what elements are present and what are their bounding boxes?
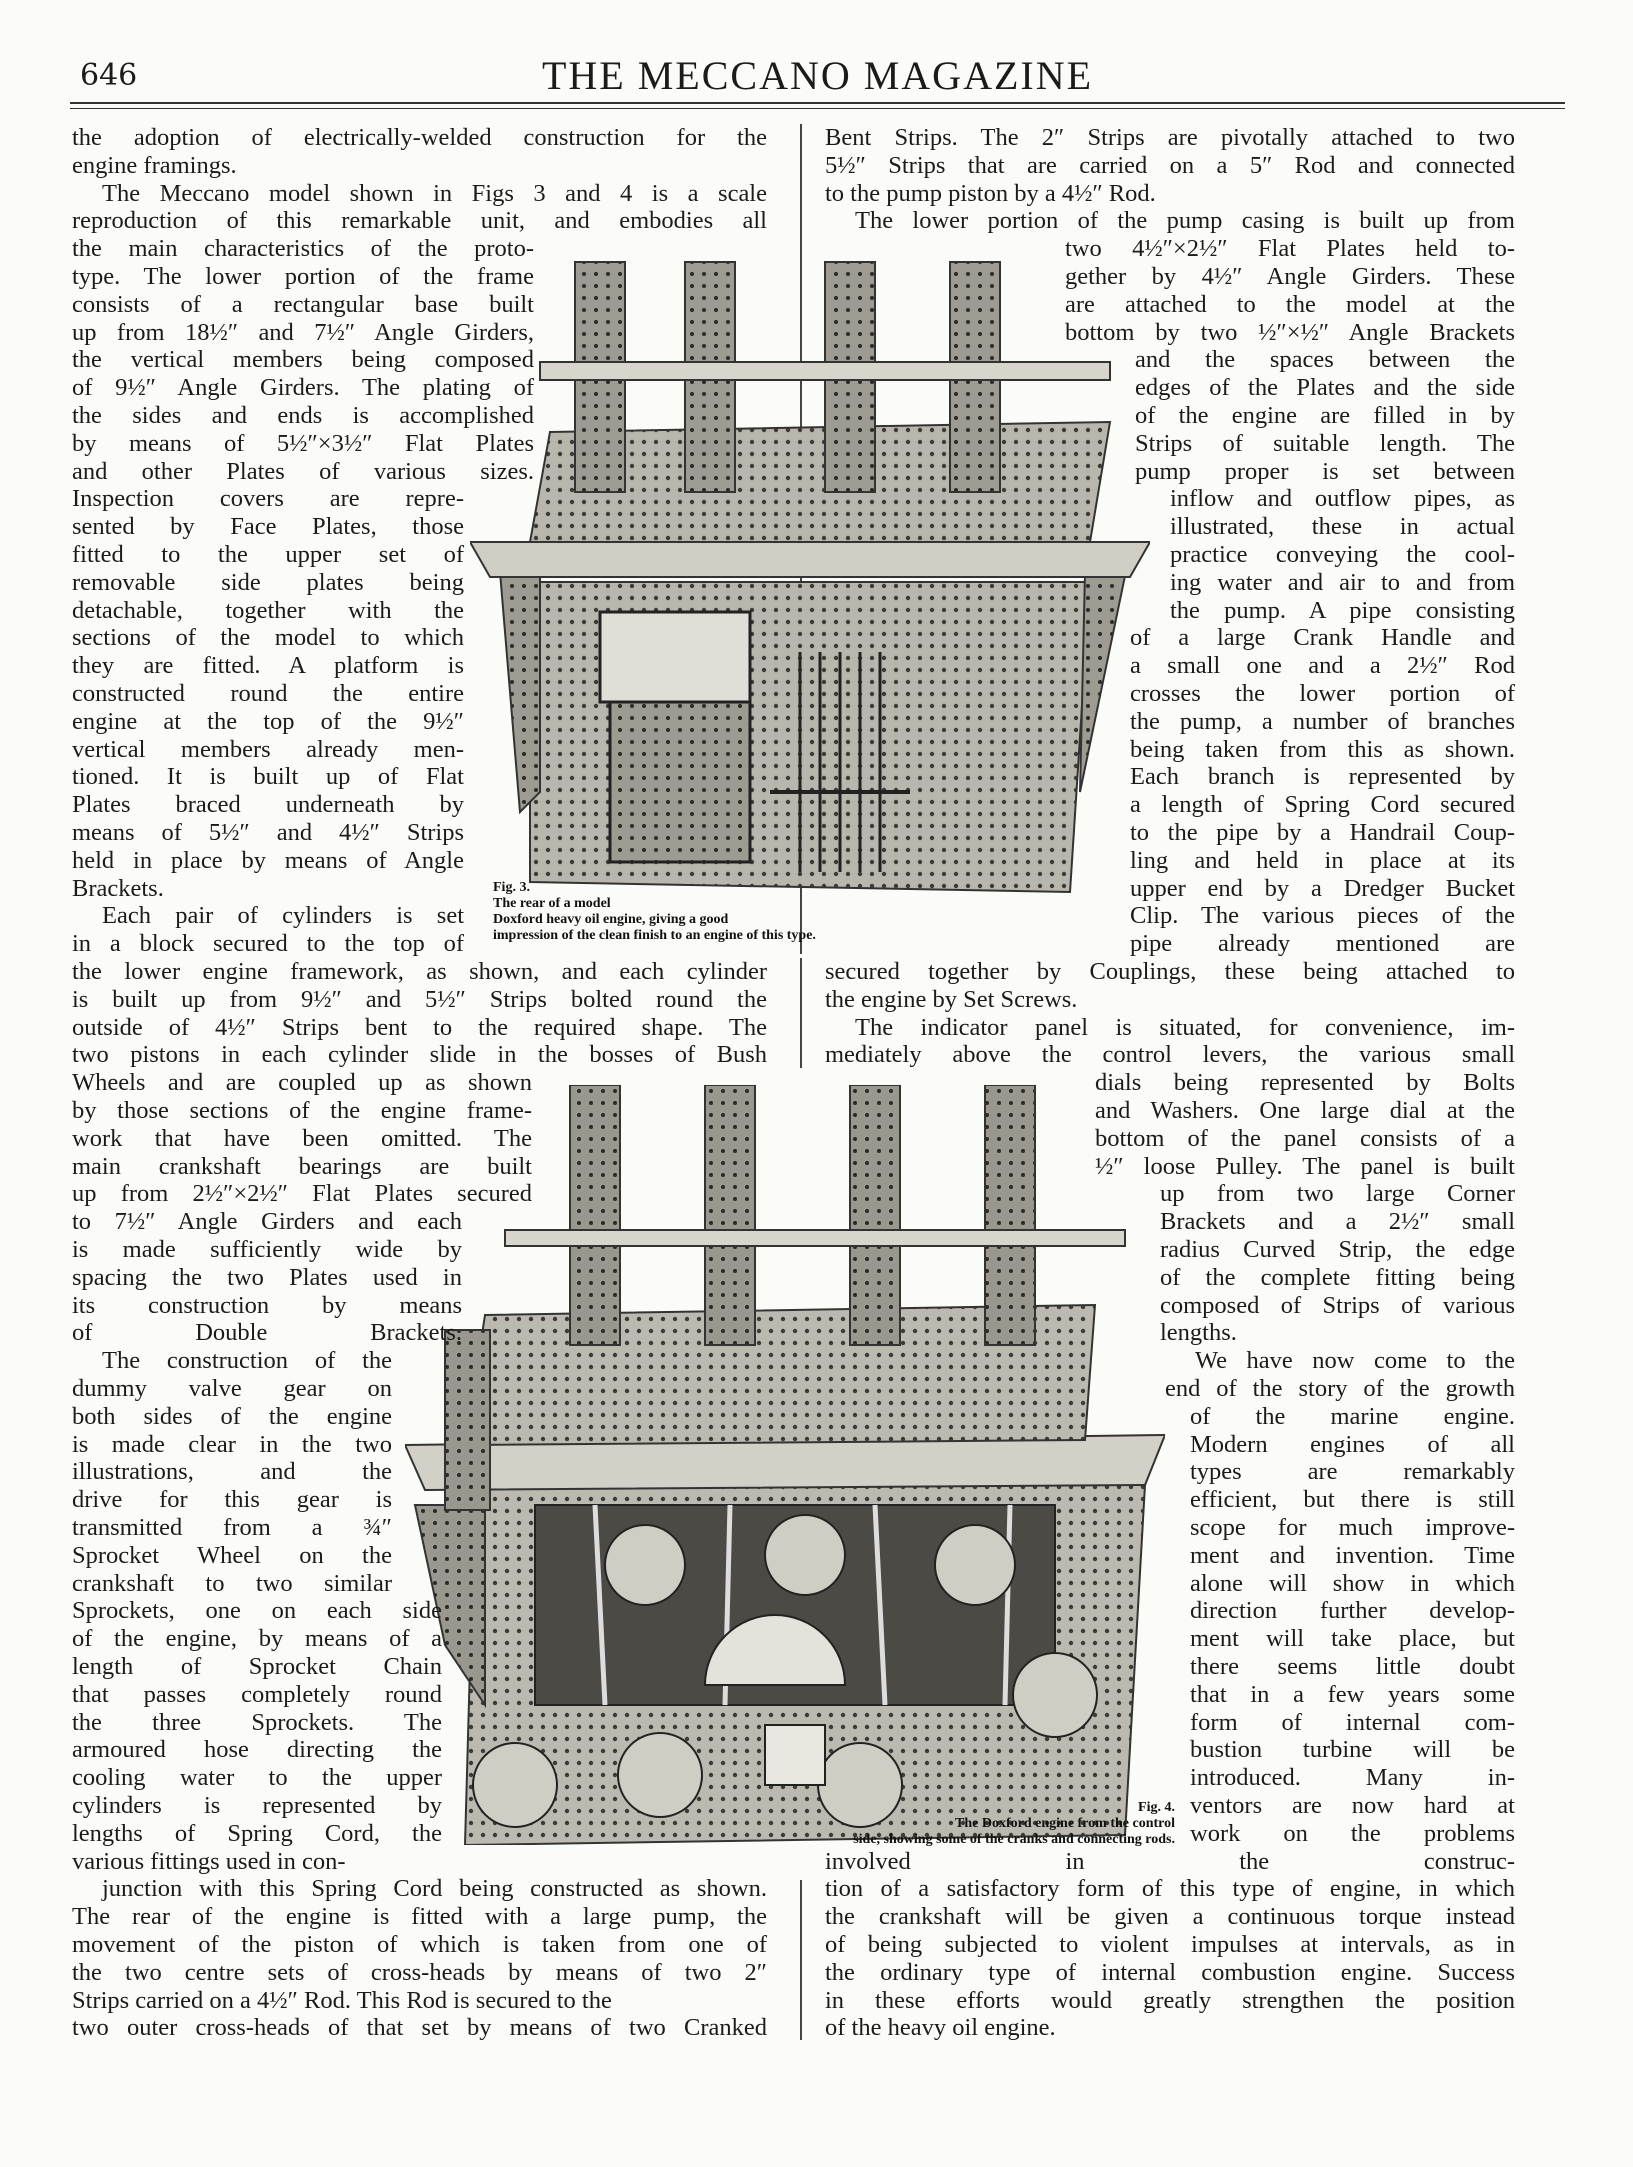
text-line: two 4½″×2½″ Flat Plates held to- bbox=[1065, 235, 1515, 263]
text-line: ling and held in place at its bbox=[1130, 846, 1515, 874]
text-line: length of Sprocket Chain bbox=[72, 1653, 442, 1680]
text-line: are attached to the model at the bbox=[1065, 290, 1515, 318]
text-line: its construction by means bbox=[72, 1291, 462, 1319]
text-line: up from 2½″×2½″ Flat Plates secured bbox=[72, 1180, 532, 1208]
text-line: the sides and ends is accomplished bbox=[72, 402, 534, 429]
text-line: ment and invention. Time bbox=[1190, 1541, 1515, 1569]
text-line: sented by Face Plates, those bbox=[72, 513, 464, 541]
text-line: removable side plates being bbox=[72, 568, 464, 596]
text-line: consists of a rectangular base built bbox=[72, 290, 534, 318]
text-line: to the pipe by a Handrail Coup- bbox=[1130, 819, 1515, 846]
text-line: the engine by Set Screws. bbox=[825, 985, 1078, 1013]
text-line: cooling water to the upper bbox=[72, 1764, 442, 1792]
text-line: ½″ loose Pulley. The panel is built bbox=[1095, 1152, 1515, 1180]
text-line: of the engine, by means of a bbox=[72, 1625, 442, 1653]
text-line: illustrated, these in actual bbox=[1170, 513, 1515, 541]
text-line: main crankshaft bearings are built bbox=[72, 1152, 532, 1180]
text-line: various fittings used in con- bbox=[72, 1847, 346, 1875]
figure-3-engine-rear bbox=[470, 232, 1150, 922]
text-line: that in a few years some bbox=[1190, 1680, 1515, 1708]
text-line: drive for this gear is bbox=[72, 1486, 392, 1514]
text-line: dials being represented by Bolts bbox=[1095, 1069, 1515, 1097]
text-line: of Double Brackets. bbox=[72, 1319, 462, 1347]
text-line: ventors are now hard at bbox=[1190, 1792, 1515, 1819]
text-line: upper end by a Dredger Bucket bbox=[1130, 874, 1515, 902]
text-line: Brackets. bbox=[72, 874, 164, 902]
text-line: two pistons in each cylinder slide in the bosses of Bush bbox=[72, 1041, 767, 1069]
text-line: types are remarkably bbox=[1190, 1458, 1515, 1486]
text-line: inflow and outflow pipes, as bbox=[1170, 485, 1515, 513]
text-line: of a large Crank Handle and bbox=[1130, 624, 1515, 652]
column-divider-bottom bbox=[800, 1880, 802, 2040]
text-line: introduced. Many in- bbox=[1190, 1764, 1515, 1792]
text-line: alone will show in which bbox=[1190, 1569, 1515, 1597]
text-line: pipe already mentioned are bbox=[1130, 930, 1515, 958]
text-line: the vertical members being composed bbox=[72, 346, 534, 374]
text-line: armoured hose directing the bbox=[72, 1736, 442, 1764]
text-line: a small one and a 2½″ Rod bbox=[1130, 652, 1515, 680]
text-line: of 9½″ Angle Girders. The plating of bbox=[72, 374, 534, 402]
text-line: radius Curved Strip, the edge bbox=[1160, 1236, 1515, 1263]
text-line: engine framings. bbox=[72, 151, 237, 179]
header-rule bbox=[70, 102, 1565, 104]
text-line: Wheels and are coupled up as shown bbox=[72, 1069, 532, 1097]
text-line: illustrations, and the bbox=[72, 1458, 392, 1486]
text-line: Modern engines of all bbox=[1190, 1430, 1515, 1458]
text-line: Sprockets, one on each side bbox=[72, 1597, 442, 1625]
text-line: in these efforts would greatly strengthen the position bbox=[825, 1986, 1515, 2014]
text-line: up from 18½″ and 7½″ Angle Girders, bbox=[72, 318, 534, 346]
text-line: bottom of the panel consists of a bbox=[1095, 1124, 1515, 1152]
figure-4-caption bbox=[700, 1800, 1175, 1848]
text-line: there seems little doubt bbox=[1190, 1653, 1515, 1680]
text-line: by means of 5½″×3½″ Flat Plates bbox=[72, 429, 534, 457]
text-line: engine at the top of the 9½″ bbox=[72, 707, 464, 735]
text-line: Each branch is represented by bbox=[1130, 763, 1515, 791]
text-line: two outer cross-heads of that set by means of two Cranked bbox=[72, 2014, 767, 2042]
figure-3-caption-line: Doxford heavy oil engine, giving a good bbox=[493, 912, 729, 927]
text-line: of the marine engine. bbox=[1190, 1402, 1515, 1430]
text-line: The Meccano model shown in Figs 3 and 4 is a scale bbox=[102, 179, 767, 207]
text-line: ing water and air to and from bbox=[1170, 568, 1515, 596]
text-line: secured together by Couplings, these being attached to bbox=[825, 958, 1515, 985]
text-line: constructed round the entire bbox=[72, 680, 464, 707]
text-line: spacing the two Plates used in bbox=[72, 1263, 462, 1291]
text-line: is made sufficiently wide by bbox=[72, 1236, 462, 1263]
text-line: The indicator panel is situated, for convenience, im- bbox=[855, 1013, 1515, 1041]
text-line: direction further develop- bbox=[1190, 1597, 1515, 1625]
text-line: Plates braced underneath by bbox=[72, 791, 464, 819]
header-rule-thin bbox=[70, 108, 1565, 109]
text-line: work on the problems bbox=[1190, 1819, 1515, 1847]
text-line: is built up from 9½″ and 5½″ Strips bolted round the bbox=[72, 985, 767, 1013]
text-line: the crankshaft will be given a continuous torque instead bbox=[825, 1903, 1515, 1931]
text-line: tion of a satisfactory form of this type of engine, in which bbox=[825, 1875, 1515, 1903]
text-line: The rear of the engine is fitted with a large pump, the bbox=[72, 1903, 767, 1931]
text-line: tioned. It is built up of Flat bbox=[72, 763, 464, 791]
text-line: to 7½″ Angle Girders and each bbox=[72, 1208, 462, 1236]
text-line: that passes completely round bbox=[72, 1680, 442, 1708]
text-line: the two centre sets of cross-heads by means of two 2″ bbox=[72, 1958, 767, 1986]
text-line: fitted to the upper set of bbox=[72, 541, 464, 568]
text-line: vertical members already men- bbox=[72, 735, 464, 763]
text-line: work that have been omitted. The bbox=[72, 1124, 532, 1152]
text-line: the pump. A pipe consisting bbox=[1170, 596, 1515, 624]
text-line: both sides of the engine bbox=[72, 1402, 392, 1430]
text-line: Clip. The various pieces of the bbox=[1130, 902, 1515, 930]
figure-3-caption-line: The rear of a model bbox=[493, 896, 611, 911]
text-line: the main characteristics of the proto- bbox=[72, 235, 534, 263]
text-line: lengths. bbox=[1160, 1319, 1237, 1347]
text-line: of the complete fitting being bbox=[1160, 1263, 1515, 1291]
text-line: detachable, together with the bbox=[72, 596, 464, 624]
text-line: pump proper is set between bbox=[1135, 457, 1515, 485]
text-line: crankshaft to two similar bbox=[72, 1569, 392, 1597]
text-line: Strips of suitable length. The bbox=[1135, 429, 1515, 457]
text-line: form of internal com- bbox=[1190, 1708, 1515, 1736]
text-line: the three Sprockets. The bbox=[72, 1708, 442, 1736]
text-line: the adoption of electrically-welded construction for the bbox=[72, 124, 767, 151]
text-line: Inspection covers are repre- bbox=[72, 485, 464, 513]
magazine-title: THE MECCANO MAGAZINE bbox=[541, 53, 1094, 98]
text-line: scope for much improve- bbox=[1190, 1514, 1515, 1541]
text-line: The construction of the bbox=[102, 1347, 392, 1375]
text-line: movement of the piston of which is taken from one of bbox=[72, 1931, 767, 1958]
text-line: composed of Strips of various bbox=[1160, 1291, 1515, 1319]
figure-4-caption-line: The Doxford engine from the control bbox=[955, 1816, 1175, 1831]
text-line: efficient, but there is still bbox=[1190, 1486, 1515, 1514]
text-line: by those sections of the engine frame- bbox=[72, 1097, 532, 1124]
figure-3-caption-line: impression of the clean finish to an engine of this type. bbox=[493, 928, 816, 943]
figure-3-caption bbox=[493, 880, 1033, 944]
text-line: junction with this Spring Cord being constructed as shown. bbox=[102, 1875, 767, 1903]
text-line: We have now come to the bbox=[1195, 1347, 1515, 1375]
text-line: the pump, a number of branches bbox=[1130, 707, 1515, 735]
text-line: is made clear in the two bbox=[72, 1430, 392, 1458]
text-line: of being subjected to violent impulses at intervals, as in bbox=[825, 1931, 1515, 1958]
column-divider-middle bbox=[800, 958, 802, 1068]
text-line: of the engine are filled in by bbox=[1135, 402, 1515, 429]
text-line: The lower portion of the pump casing is built up from bbox=[855, 207, 1515, 235]
text-line: held in place by means of Angle bbox=[72, 846, 464, 874]
text-line: up from two large Corner bbox=[1160, 1180, 1515, 1208]
text-line: the lower engine framework, as shown, and each cylinder bbox=[72, 958, 767, 985]
text-line: bustion turbine will be bbox=[1190, 1736, 1515, 1764]
text-line: Strips carried on a 4½″ Rod. This Rod is secured to the bbox=[72, 1986, 612, 2014]
text-line: and the spaces between the bbox=[1135, 346, 1515, 374]
figure-4-label: Fig. 4. bbox=[1138, 1800, 1175, 1815]
text-line: transmitted from a ¾″ bbox=[72, 1514, 392, 1541]
text-line: edges of the Plates and the side bbox=[1135, 374, 1515, 402]
text-line: reproduction of this remarkable unit, and embodies all bbox=[72, 207, 767, 235]
text-line: lengths of Spring Cord, the bbox=[72, 1819, 442, 1847]
text-line: sections of the model to which bbox=[72, 624, 464, 652]
text-line: means of 5½″ and 4½″ Strips bbox=[72, 819, 464, 846]
text-line: practice conveying the cool- bbox=[1170, 541, 1515, 568]
text-line: Each pair of cylinders is set bbox=[102, 902, 464, 930]
text-line: 5½″ Strips that are carried on a 5″ Rod and connected bbox=[825, 151, 1515, 179]
page-header bbox=[70, 44, 1565, 104]
text-line: outside of 4½″ Strips bent to the required shape. The bbox=[72, 1013, 767, 1041]
text-line: being taken from this as shown. bbox=[1130, 735, 1515, 763]
text-line: a length of Spring Cord secured bbox=[1130, 791, 1515, 819]
text-line: and Washers. One large dial at the bbox=[1095, 1097, 1515, 1124]
text-line: ment will take place, but bbox=[1190, 1625, 1515, 1653]
text-line: they are fitted. A platform is bbox=[72, 652, 464, 680]
figure-3-label: Fig. 3. bbox=[493, 880, 530, 895]
text-line: the ordinary type of internal combustion engine. Success bbox=[825, 1958, 1515, 1986]
text-line: involved in the construc- bbox=[825, 1847, 1515, 1875]
text-line: crosses the lower portion of bbox=[1130, 680, 1515, 707]
text-line: cylinders is represented by bbox=[72, 1792, 442, 1819]
figure-4-caption-line: side, showing some of the cranks and connecting rods. bbox=[853, 1832, 1175, 1847]
text-line: in a block secured to the top of bbox=[72, 930, 464, 958]
text-line: Sprocket Wheel on the bbox=[72, 1541, 392, 1569]
text-line: gether by 4½″ Angle Girders. These bbox=[1065, 263, 1515, 290]
text-line: mediately above the control levers, the various small bbox=[825, 1041, 1515, 1069]
text-line: of the heavy oil engine. bbox=[825, 2014, 1056, 2042]
text-line: Bent Strips. The 2″ Strips are pivotally attached to two bbox=[825, 124, 1515, 151]
text-line: type. The lower portion of the frame bbox=[72, 263, 534, 290]
text-line: Brackets and a 2½″ small bbox=[1160, 1208, 1515, 1236]
text-line: end of the story of the growth bbox=[1165, 1375, 1515, 1402]
page-number: 646 bbox=[80, 58, 138, 93]
text-line: to the pump piston by a 4½″ Rod. bbox=[825, 179, 1156, 207]
text-line: bottom by two ½″×½″ Angle Brackets bbox=[1065, 318, 1515, 346]
text-line: and other Plates of various sizes. bbox=[72, 457, 534, 485]
text-line: dummy valve gear on bbox=[72, 1375, 392, 1402]
